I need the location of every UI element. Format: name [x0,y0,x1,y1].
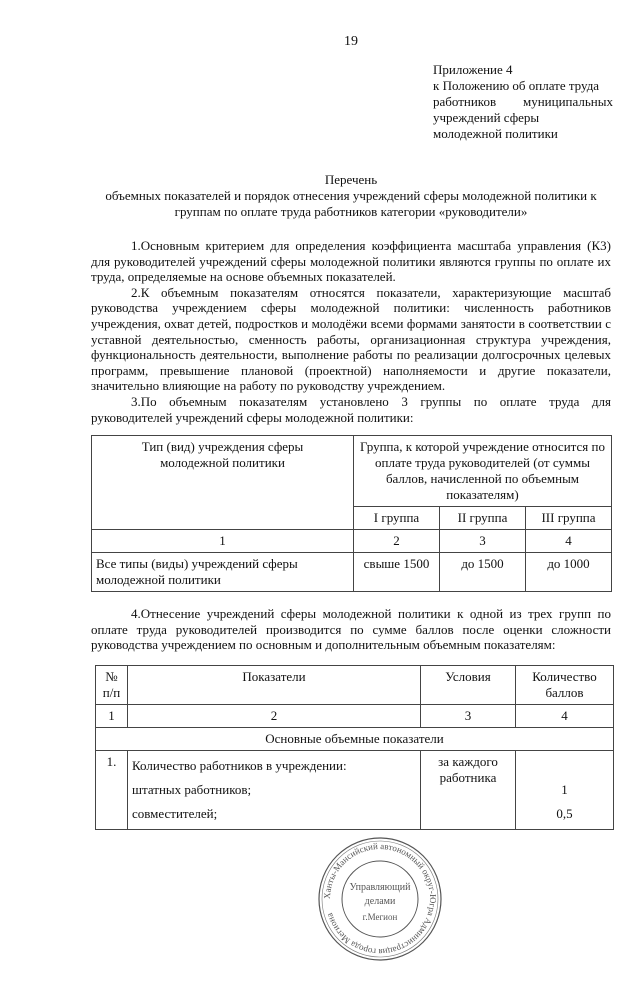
appendix-line: к Положению об оплате труда [433,78,600,93]
appendix-line: Приложение 4 [433,62,513,77]
table-row [96,750,614,829]
table-row [92,553,612,592]
appendix-line: работников муниципальных [433,94,613,109]
group-2: II группа [440,507,526,530]
group-1: I группа [354,507,440,530]
title-subheading: объемных показателей и порядок отнесения учреждений сферы молодежной политики к группам по оплате труда работников категории «руководители» [105,188,597,219]
paragraph-3: 3.По объемным показателям установлено 3 группы по оплате труда для руководителей учреждений сферы молодежной политики: [91,393,611,425]
body-text [91,238,611,425]
col-number: 1 [92,530,354,553]
row-value: до 1500 [440,553,526,592]
header-num: № п/п [96,665,128,704]
col-number: 4 [526,530,612,553]
col-number: 4 [516,704,614,727]
body-text-2 [91,606,611,653]
group-3: III группа [526,507,612,530]
row-points: 1 0,5 [516,750,614,829]
col-number: 2 [128,704,421,727]
header-points: Количество баллов [516,665,614,704]
svg-text:делами: делами [364,895,396,907]
svg-text:Управляющий: Управляющий [349,881,411,893]
page-number: 19 [344,34,358,49]
header-indicator: Показатели [128,665,421,704]
col-number: 3 [440,530,526,553]
appendix-line: молодежной политики [433,126,558,141]
row-condition: за каждого работника [421,750,516,829]
row-value: свыше 1500 [354,553,440,592]
svg-text:Ханты-Мансийский автономный ок: Ханты-Мансийский автономный округ-Югра Администрация города Мегиона [321,840,439,957]
header-group: Группа, к которой учреждение относится по оплате труда руководителей (от суммы баллов, начисленной по объемным показателям) [354,436,612,507]
header-condition: Условия [421,665,516,704]
groups-table [91,435,612,592]
row-value: до 1000 [526,553,612,592]
section-heading: Основные объемные показатели [96,727,614,750]
paragraph-4: 4.Отнесение учреждений сферы молодежной политики к одной из трех групп по оплате труда руководителей производится по сумме баллов после оценки сложности руководства учреждением по основным и дополнительным объемным показателям: [91,606,611,653]
official-stamp [315,834,445,964]
header-type: Тип (вид) учреждения сферы молодежной политики [92,436,354,530]
row-indicator: Количество работников в учреждении: штатных работников; совместителей; [128,750,421,829]
indicators-table [95,665,614,830]
paragraph-2: 2.К объемным показателям относятся показатели, характеризующие масштаб руководства учреждением сферы молодежной политики: численность работников учреждения, охват детей, подростков и молодёжи всеми формами занятости в соответствии с уставной деятельностью, сменность работы, организационная структура учреждения, функциональность деятельности, выполнение работы по реализации долгосрочных целевых программ, превышение плановой (проектной) наполняемости и другие показатели, значительно влияющие на работу по руководству учреждением. [91,284,611,394]
col-number: 3 [421,704,516,727]
row-num: 1. [96,750,128,829]
appendix-line: учреждений сферы [433,110,540,125]
col-number: 1 [96,704,128,727]
appendix-note [433,62,613,142]
title-heading: Перечень [324,172,378,187]
col-number: 2 [354,530,440,553]
svg-text:г.Мегион: г.Мегион [362,911,398,922]
paragraph-1: 1.Основным критерием для определения коэффициента масштаба управления (К3) для руководителей учреждений сферы молодежной политики являются группы по оплате их труда, определяемые на основе объемных показателей. [91,238,611,285]
document-title [91,172,611,220]
row-type: Все типы (виды) учреждений сферы молодежной политики [92,553,354,592]
